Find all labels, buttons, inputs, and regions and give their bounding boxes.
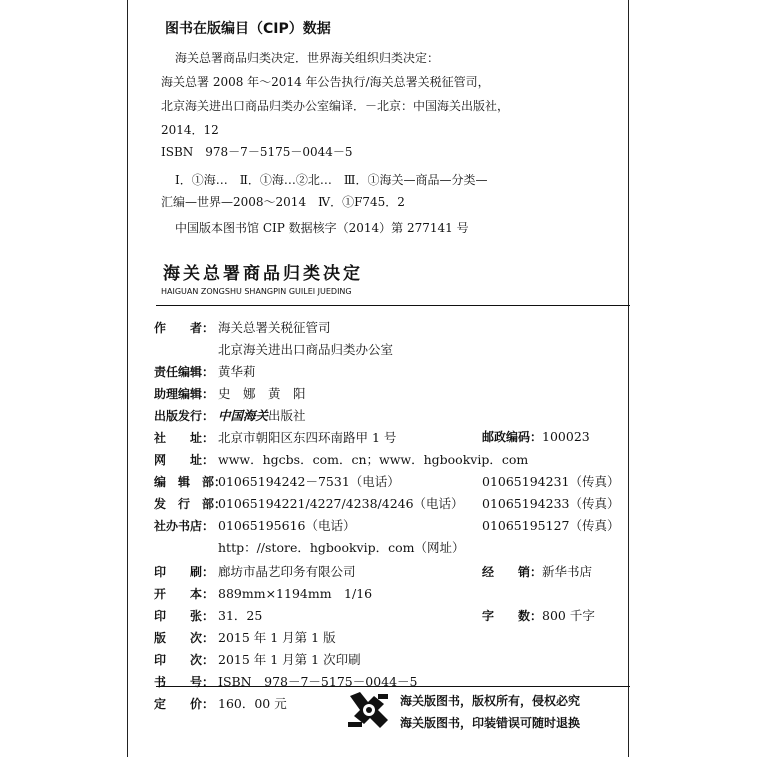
publisher-row	[154, 406, 306, 424]
book-title: 海关总署商品归类决定	[163, 264, 363, 284]
cip-title: 图书在版编目（CIP）数据	[165, 21, 331, 37]
word-count-row	[482, 606, 595, 624]
zip-row	[482, 428, 590, 445]
edition-label: 版 次：	[154, 631, 215, 645]
distribution-dept-row	[154, 494, 464, 512]
format-row	[154, 584, 372, 602]
bookstore-fax: 01065195127（传真）	[482, 518, 620, 533]
publisher-logo: 中国海关	[218, 408, 269, 423]
misprint-notice: 海关版图书，印装错误可随时退换	[400, 716, 581, 730]
customs-emblem-icon	[344, 690, 394, 734]
cip-line-4: 2014．12	[161, 123, 219, 137]
seller-row	[482, 562, 592, 580]
website-label: 网 址：	[154, 453, 215, 467]
zip-value: 100023	[542, 429, 590, 444]
distribution-dept-fax: 01065194233（传真）	[482, 496, 620, 511]
assistant-editor-value: 史 娜 黄 阳	[218, 386, 306, 401]
price-row	[154, 694, 287, 712]
author-1: 海关总署关税征管司	[218, 320, 331, 335]
printer-value: 廊坊市晶艺印务有限公司	[218, 564, 356, 579]
footer-divider	[156, 686, 630, 687]
word-count-label: 字 数：	[482, 609, 543, 623]
price-label: 定 价：	[154, 697, 215, 711]
editor-row	[154, 362, 256, 380]
title-divider	[156, 305, 630, 306]
price-value: 160．00 元	[218, 696, 287, 711]
editor-label: 责任编辑：	[154, 365, 215, 379]
editorial-dept-fax: 01065194231（传真）	[482, 474, 620, 489]
bookstore-row	[154, 516, 355, 534]
editorial-dept-label: 编 辑 部：	[154, 475, 227, 489]
bookstore-phone: 01065195616（电话）	[218, 518, 356, 533]
publisher-label: 出版发行：	[154, 409, 215, 423]
assistant-editor-row	[154, 384, 306, 402]
distribution-dept-label: 发 行 部：	[154, 497, 227, 511]
format-value: 889mm×1194mm 1/16	[218, 586, 373, 601]
editorial-dept-phone: 01065194242－7531（电话）	[218, 474, 400, 489]
cip-isbn: ISBN 978－7－5175－0044－5	[161, 145, 353, 159]
website-row	[154, 450, 528, 468]
word-count-value: 800 千字	[542, 608, 595, 623]
sheets-row	[154, 606, 262, 624]
editor-value: 黄华莉	[218, 364, 256, 379]
cip-line-2: 海关总署 2008 年～2014 年公告执行/海关总署关税征管司，	[161, 75, 490, 89]
format-label: 开 本：	[154, 587, 215, 601]
sheets-label: 印 张：	[154, 609, 215, 623]
sheets-value: 31．25	[218, 608, 263, 623]
isbn-value: ISBN 978－7－5175－0044－5	[218, 674, 418, 689]
printer-label: 印 刷：	[154, 565, 215, 579]
distribution-dept-phone: 01065194221/4227/4238/4246（电话）	[218, 496, 464, 511]
author-2: 北京海关进出口商品归类办公室	[218, 342, 394, 357]
editorial-dept-row	[154, 472, 400, 490]
cip-classification-1: Ⅰ．①海… Ⅱ．①海…②北… Ⅲ．①海关—商品—分类—	[175, 173, 488, 187]
cip-line-3: 北京海关进出口商品归类办公室编译．－北京：中国海关出版社，	[161, 99, 510, 113]
bookstore-label: 社办书店：	[154, 519, 215, 533]
address-value: 北京市朝阳区东四环南路甲 1 号	[218, 430, 397, 445]
seller-label: 经 销：	[482, 565, 543, 579]
edition-value: 2015 年 1 月第 1 版	[218, 630, 336, 645]
copyright-page	[127, 0, 629, 757]
assistant-editor-label: 助理编辑：	[154, 387, 215, 401]
website-value: www．hgcbs．com．cn；www．hgbookvip．com	[218, 452, 529, 467]
printing-value: 2015 年 1 月第 1 次印刷	[218, 652, 361, 667]
publisher-value: 出版社	[268, 408, 306, 423]
edition-row	[154, 628, 336, 646]
printing-label: 印 次：	[154, 653, 215, 667]
cip-check-number: 中国版本图书馆 CIP 数据核字（2014）第 277141 号	[175, 221, 469, 235]
printing-row	[154, 650, 361, 668]
address-label: 社 址：	[154, 431, 215, 445]
book-title-pinyin: HAIGUAN ZONGSHU SHANGPIN GUILEI JUEDING	[161, 287, 352, 296]
seller-value: 新华书店	[542, 564, 593, 579]
copyright-notice: 海关版图书，版权所有，侵权必究	[400, 694, 581, 708]
author-row	[154, 318, 331, 336]
isbn-row	[154, 672, 418, 690]
author-label: 作 者：	[154, 321, 215, 335]
address-row	[154, 428, 396, 446]
isbn-label: 书 号：	[154, 675, 215, 689]
printer-row	[154, 562, 356, 580]
zip-label: 邮政编码：	[482, 430, 543, 444]
cip-line-1: 海关总署商品归类决定．世界海关组织归类决定：	[175, 51, 440, 65]
bookstore-website: http：//store．hgbookvip．com（网址）	[218, 540, 465, 555]
cip-classification-2: 汇编—世界—2008～2014 Ⅳ．①F745．2	[161, 195, 405, 209]
